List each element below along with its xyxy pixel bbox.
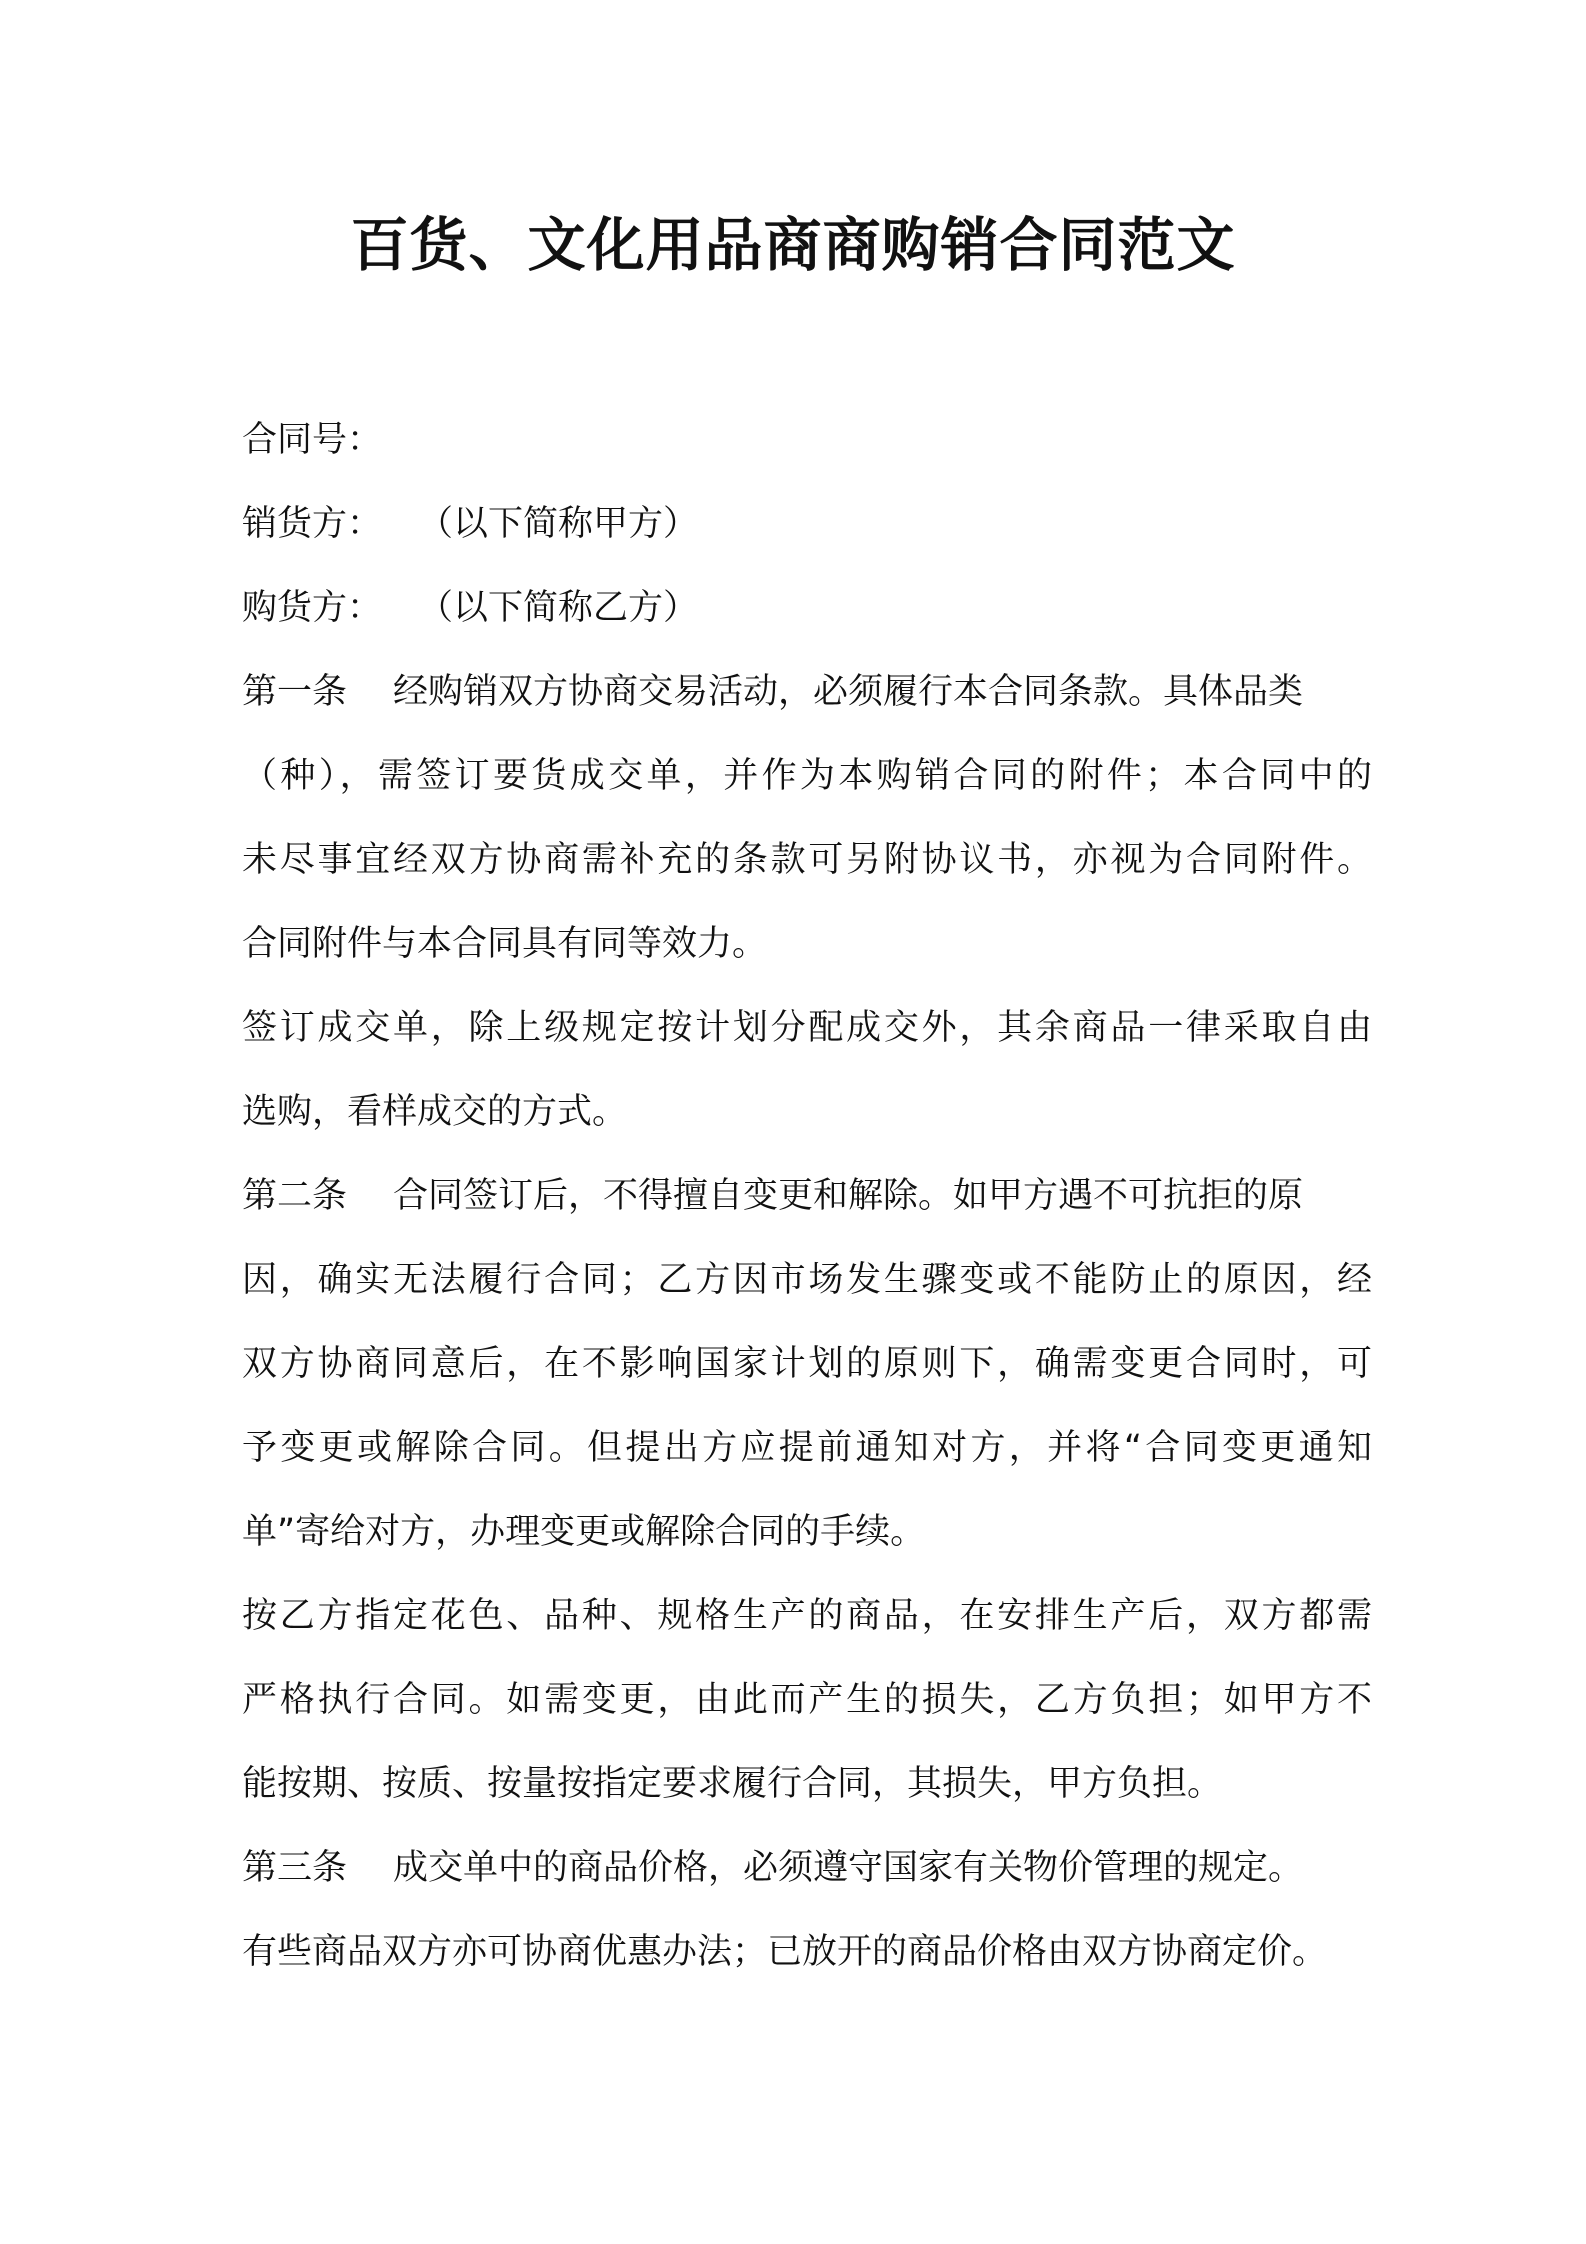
article2-line: 双方协商同意后，在不影响国家计划的原则下，确需变更合同时，可 — [242, 1344, 1372, 1384]
article1-heading: 第一条 — [242, 672, 348, 712]
buyer-label: 购货方： — [242, 588, 383, 628]
seller-field — [242, 482, 1372, 566]
seller-note: （以下简称甲方） — [418, 504, 699, 544]
article1-line: 未尽事宜经双方协商需补充的条款可另附协议书，亦视为合同附件。 — [242, 840, 1372, 880]
article2-para2-line: 严格执行合同。如需变更，由此而产生的损失，乙方负担；如甲方不 — [242, 1680, 1372, 1720]
article1-text: 经购销双方协商交易活动，必须履行本合同条款。具体品类 — [393, 672, 1304, 712]
article2-line: 予变更或解除合同。但提出方应提前通知对方，并将“合同变更通知 — [242, 1428, 1372, 1468]
article2-para2-line: 按乙方指定花色、品种、规格生产的商品，在安排生产后，双方都需 — [242, 1596, 1372, 1636]
buyer-note: （以下简称乙方） — [418, 588, 699, 628]
article2-heading: 第二条 — [242, 1176, 348, 1216]
article3-line — [242, 1826, 1372, 1910]
article1-para2-line: 签订成交单，除上级规定按计划分配成交外，其余商品一律采取自由 — [242, 1008, 1372, 1048]
article3-line: 有些商品双方亦可协商优惠办法；已放开的商品价格由双方协商定价。 — [242, 1932, 1328, 1972]
contract-no-field — [242, 398, 1372, 482]
article2-line: 因，确实无法履行合同；乙方因市场发生骤变或不能防止的原因，经 — [242, 1260, 1372, 1300]
article1-para2-line: 选购，看样成交的方式。 — [242, 1092, 628, 1132]
seller-label: 销货方： — [242, 504, 383, 544]
article1-line — [242, 650, 1372, 734]
article1-line: 合同附件与本合同具有同等效力。 — [242, 924, 768, 964]
article2-text: 合同签订后，不得擅自变更和解除。如甲方遇不可抗拒的原 — [393, 1176, 1304, 1216]
contract-no-label: 合同号： — [242, 420, 383, 460]
article2-para2-line: 能按期、按质、按量按指定要求履行合同，其损失，甲方负担。 — [242, 1764, 1223, 1804]
document-body — [242, 398, 1372, 1994]
document-title: 百货、文化用品商商购销合同范文 — [350, 211, 1236, 279]
article3-text: 成交单中的商品价格，必须遵守国家有关物价管理的规定。 — [393, 1848, 1304, 1888]
article1-line: （种），需签订要货成交单，并作为本购销合同的附件；本合同中的 — [242, 756, 1372, 796]
article2-line: 单”寄给对方，办理变更或解除合同的手续。 — [242, 1512, 926, 1552]
article2-line — [242, 1154, 1372, 1238]
article3-heading: 第三条 — [242, 1848, 348, 1888]
buyer-field — [242, 566, 1372, 650]
